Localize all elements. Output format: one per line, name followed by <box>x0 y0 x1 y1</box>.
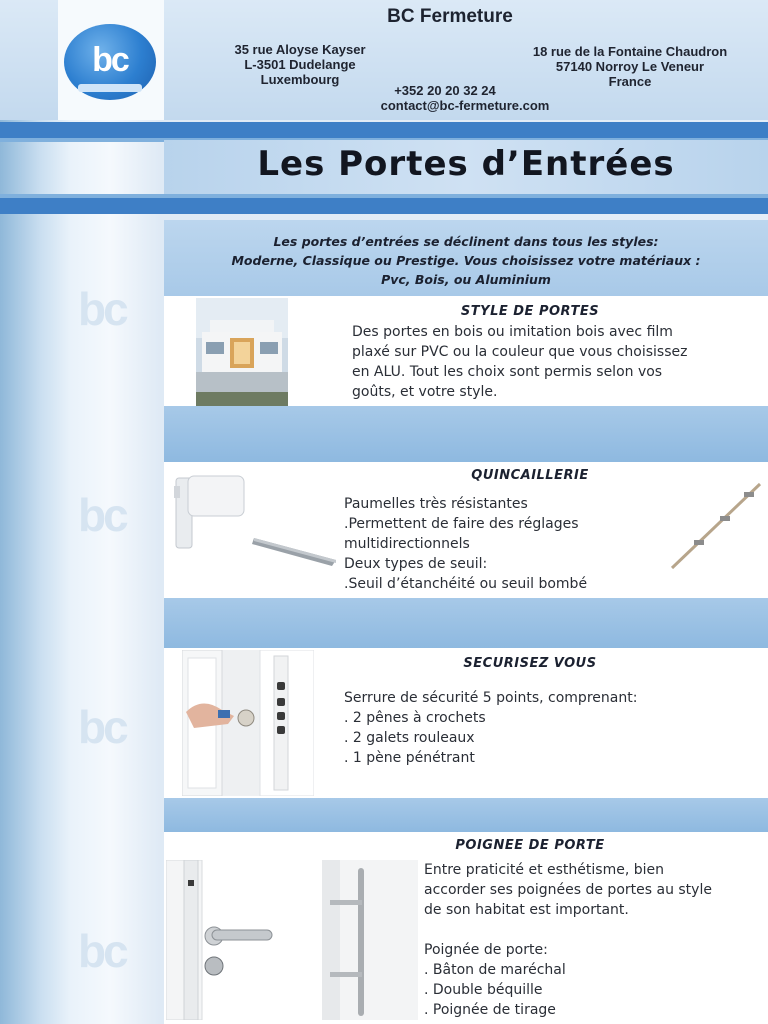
section-title: QUINCAILLERIE <box>471 468 589 483</box>
threshold-photo <box>252 530 336 570</box>
section-title: SECURISEZ VOUS <box>463 656 597 671</box>
address-line: L-3501 Dudelange <box>244 57 356 72</box>
address-line: 35 rue Aloyse Kayser <box>234 42 366 57</box>
intro-line: Pvc, Bois, ou Aluminium <box>381 272 551 287</box>
company-name: BC Fermeture <box>387 6 513 27</box>
watermark-logo: bc <box>78 701 126 753</box>
hinge-photo <box>170 472 250 552</box>
watermark-logo: bc <box>78 489 126 541</box>
multipoint-rod-photo <box>668 480 764 576</box>
address-line: France <box>608 74 652 89</box>
email-address[interactable]: contact@bc-fermeture.com <box>380 98 550 113</box>
lock-photo <box>182 650 314 796</box>
phone-number: +352 20 20 32 24 <box>394 83 496 98</box>
address-line: 57140 Norroy Le Veneur <box>555 59 705 74</box>
intro-text <box>170 232 762 289</box>
watermark-logo: bc <box>78 283 126 335</box>
section-band <box>164 406 768 462</box>
address-luxembourg <box>190 42 410 87</box>
logo-tagline-bar <box>78 84 142 92</box>
intro-line: Les portes d’entrées se déclinent dans tous les styles: <box>273 234 659 249</box>
divider-stripe <box>0 198 768 214</box>
section-band <box>164 598 768 648</box>
watermark-logo: bc <box>78 925 126 977</box>
section-title: STYLE DE PORTES <box>460 304 600 319</box>
address-line: 18 rue de la Fontaine Chaudron <box>532 44 728 59</box>
house-photo <box>196 298 288 406</box>
page-title: Les Portes d’Entrées <box>257 144 675 184</box>
section-text: Des portes en bois ou imitation bois avec film plaxé sur PVC ou la couleur que vous choisissez en ALU. Tout les choix sont permis selon vos goûts, et votre style. <box>352 324 688 400</box>
section-band <box>164 798 768 832</box>
intro-line: Moderne, Classique ou Prestige. Vous choisissez votre matériaux : <box>231 253 701 268</box>
pull-handle-photo <box>322 860 418 1020</box>
divider-stripe <box>0 122 768 138</box>
logo-text: bc <box>92 41 128 79</box>
lever-handle-photo <box>166 860 276 1020</box>
section-text: Paumelles très résistantes .Permettent de faire des réglages multidirectionnels Deux types de seuil: .Seuil d’étanchéité ou seuil bombé <box>344 496 588 592</box>
section-text: Serrure de sécurité 5 points, comprenant: . 2 pênes à crochets . 2 galets rouleaux . 1 pène pénétrant <box>344 690 638 766</box>
address-line: Luxembourg <box>260 72 340 87</box>
section-text: Entre praticité et esthétisme, bien accorder ses poignées de portes au style de son habitat est important. Poignée de porte: . Bâton de maréchal . Double béquille . Poignée de tirage <box>424 862 712 1018</box>
section-title: POIGNEE DE PORTE <box>455 838 605 853</box>
